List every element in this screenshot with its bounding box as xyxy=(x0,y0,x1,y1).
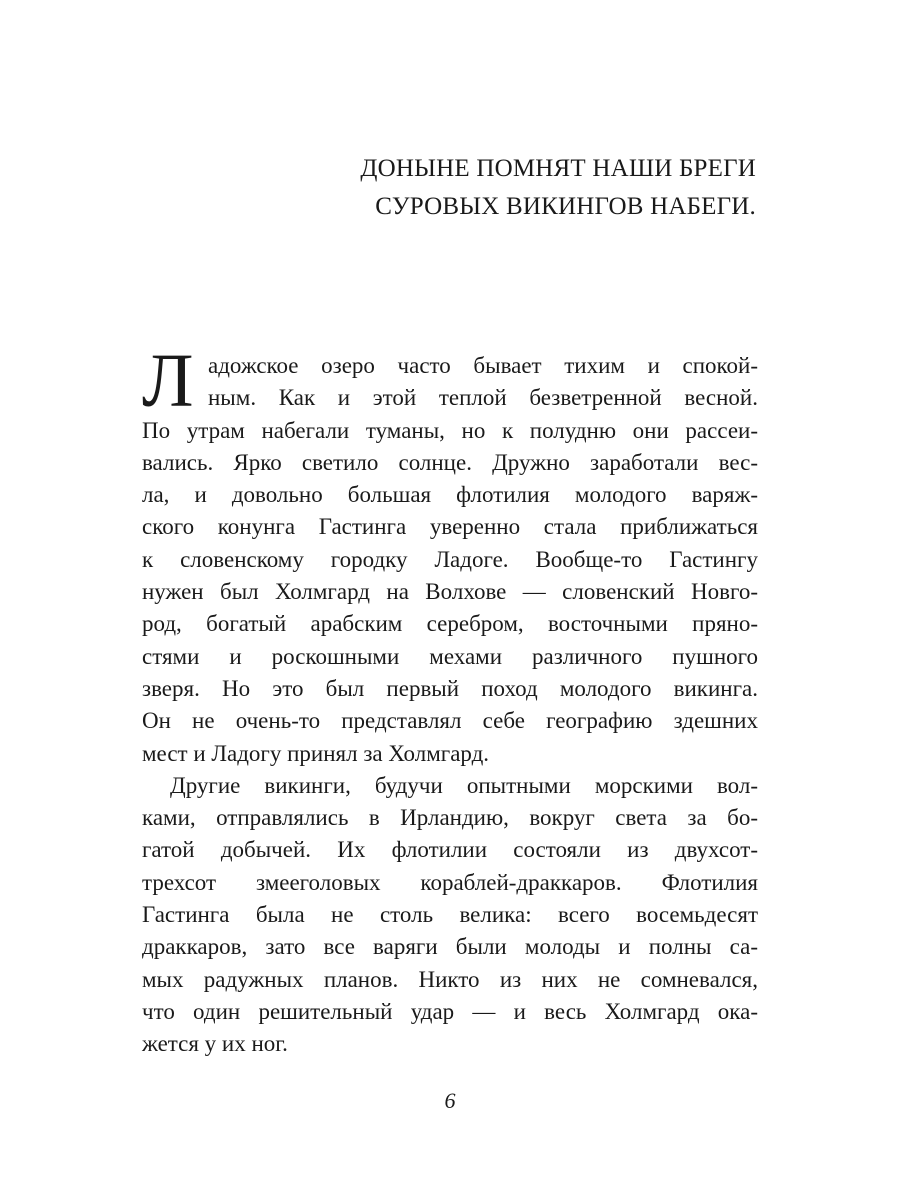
text-line: Он не очень-то представлял себе географию здешних xyxy=(142,708,758,734)
drop-cap: Л xyxy=(142,339,194,423)
epigraph-line-2: СУРОВЫХ ВИКИНГОВ НАБЕГИ. xyxy=(375,193,756,220)
text-line: ского конунга Гастинга уверенно стала приближаться xyxy=(142,514,758,540)
text-line: что один решительный удар — и весь Холмгард ока- xyxy=(142,998,758,1024)
text-line: драккаров, зато все варяги были молоды и полны са- xyxy=(142,934,758,960)
text-line: трехсот змееголовых кораблей-драккаров. Флотилия xyxy=(142,869,758,895)
epigraph xyxy=(360,150,756,226)
paragraph-1 xyxy=(142,350,758,770)
text-line: Гастинга была не столь велика: всего восемьдесят xyxy=(142,902,758,928)
chapter-text xyxy=(142,339,758,1061)
text-line: нужен был Холмгард на Волхове — словенский Новго- xyxy=(142,579,758,605)
text-line: зверя. Но это был первый поход молодого викинга. xyxy=(142,675,758,701)
epigraph-line-1: ДОНЫНЕ ПОМНЯТ НАШИ БРЕГИ xyxy=(360,155,756,182)
text-line: мест и Ладогу принял за Холмгард. xyxy=(142,740,490,766)
paragraph-2 xyxy=(142,770,758,1061)
text-line: ла, и довольно большая флотилия молодого варяж- xyxy=(142,482,758,508)
text-line: адожское озеро часто бывает тихим и спокой- xyxy=(208,353,758,378)
text-line: ками, отправлялись в Ирландию, вокруг света за бо- xyxy=(142,805,758,831)
text-line: жется у их ног. xyxy=(142,1031,288,1057)
text-line: гатой добычей. Их флотилии состояли из двухсот- xyxy=(142,837,758,863)
text-line: По утрам набегали туманы, но к полудню они рассеи- xyxy=(142,417,758,443)
text-line: вались. Ярко светило солнце. Дружно заработали вес- xyxy=(142,449,758,475)
text-line: род, богатый арабским серебром, восточными пряно- xyxy=(142,611,758,637)
text-line: к словенскому городку Ладоге. Вообще-то Гастингу xyxy=(142,546,758,572)
text-line: стями и роскошными мехами различного пушного xyxy=(142,643,758,669)
page-number: 6 xyxy=(444,1088,456,1113)
text-line: ным. Как и этой теплой безветренной весной. xyxy=(208,385,758,411)
text-line: Другие викинги, будучи опытными морскими вол- xyxy=(170,772,758,798)
text-line: мых радужных планов. Никто из них не сомневался, xyxy=(142,966,758,992)
